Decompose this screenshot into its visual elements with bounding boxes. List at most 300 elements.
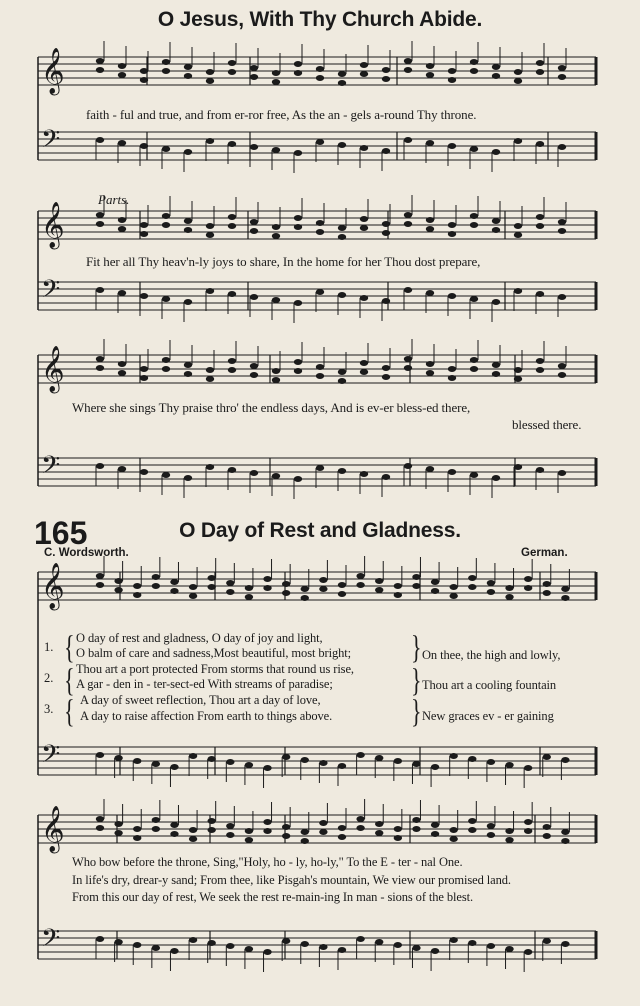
note-head [114,821,122,827]
note-head [245,946,253,952]
treble-clef: 𝄞 [41,563,65,609]
note-head [133,583,141,589]
note-head [338,71,346,77]
verse-brace-right-2: } [411,661,422,699]
note-head [301,586,309,592]
note-head [382,76,390,82]
note-head [140,375,148,381]
note-head [133,835,141,841]
note-head [228,467,236,473]
note-head [360,71,368,77]
note-head [319,944,327,950]
author-credit: C. Wordsworth. [44,547,129,559]
verse-line: A day of sweet reflection, Thou art a day of love, [80,693,321,707]
note-head [543,833,551,839]
note-head [470,472,478,478]
note-head [206,78,214,84]
note-head [170,588,178,594]
note-head [140,231,148,237]
note-head [375,830,383,836]
note-head [561,595,569,601]
note-head [487,823,495,829]
note-head [404,67,412,73]
note-head [316,220,324,226]
note-head [449,836,457,842]
note-head [470,59,478,65]
note-head [294,61,302,67]
note-head [316,364,324,370]
note-head [118,72,126,78]
bass-clef: 𝄢 [41,125,61,160]
note-head [412,574,420,580]
note-head [426,466,434,472]
note-head [316,75,324,81]
bass-clef: 𝄢 [41,275,61,310]
note-head [514,138,522,144]
hymn-number: 165 [34,515,88,551]
note-head [263,585,271,591]
note-head [394,835,402,841]
note-head [487,589,495,595]
note-head [184,475,192,481]
note-head [316,139,324,145]
note-head [294,70,302,76]
verse-brace-right-1: } [411,628,422,666]
note-head [118,217,126,223]
note-head [272,79,280,85]
note-head [404,137,412,143]
note-head [431,948,439,954]
note-head [524,949,532,955]
note-head [140,143,148,149]
note-head [514,223,522,229]
note-head [536,141,544,147]
note-head [118,361,126,367]
note-head [133,942,141,948]
note-head [207,756,215,762]
note-head [412,761,420,767]
note-head [282,581,290,587]
note-head [543,581,551,587]
note-head [404,356,412,362]
note-head [561,829,569,835]
note-head [301,757,309,763]
note-head [524,819,532,825]
note-head [170,764,178,770]
note-head [375,578,383,584]
note-head [162,296,170,302]
note-head [492,362,500,368]
note-head [558,65,566,71]
note-head [448,375,456,381]
note-head [558,228,566,234]
note-head [468,756,476,762]
note-head [170,579,178,585]
note-head [360,145,368,151]
bottom-lyric-line: In life's dry, drear-y sand; From thee, like Pisgah's mountain, We view our promised land. [72,873,511,887]
note-head [426,290,434,296]
verse-line: Thou art a port protected From storms that round us rise, [76,662,354,676]
hymn-title-165: O Day of Rest and Gladness. [179,519,461,542]
note-head [228,214,236,220]
verse-number-3: 3. [44,702,54,716]
note-head [245,594,253,600]
note-head [426,370,434,376]
note-head [360,62,368,68]
note-head [245,828,253,834]
note-head [96,356,104,362]
note-head [426,63,434,69]
note-head [394,758,402,764]
treble-clef: 𝄞 [41,806,65,852]
note-head [282,833,290,839]
note-head [226,580,234,586]
note-head [319,586,327,592]
note-head [228,60,236,66]
note-head [360,295,368,301]
note-head [426,226,434,232]
note-head [272,377,280,383]
note-head [492,299,500,305]
note-head [152,945,160,951]
note-head [448,68,456,74]
note-head [412,826,420,832]
note-head [514,376,522,382]
note-head [505,946,513,952]
note-head [536,358,544,364]
note-head [140,222,148,228]
note-head [514,367,522,373]
note-head [468,584,476,590]
note-head [505,585,513,591]
note-head [426,72,434,78]
note-head [96,365,104,371]
parts-label: Parts. [98,192,130,207]
note-head [319,577,327,583]
note-head [558,74,566,80]
note-head [448,293,456,299]
note-head [189,584,197,590]
note-head [316,229,324,235]
note-head [561,586,569,592]
note-head [184,149,192,155]
note-head [360,225,368,231]
note-head [524,585,532,591]
verse-line: O balm of care and sadness,Most beautiful, most bright; [76,646,351,660]
bass-clef: 𝄢 [41,740,61,775]
note-head [226,759,234,765]
note-head [382,148,390,154]
note-head [294,300,302,306]
note-head [184,64,192,70]
note-head [250,219,258,225]
note-head [272,473,280,479]
note-head [492,149,500,155]
note-head [272,224,280,230]
note-head [536,69,544,75]
note-head [449,753,457,759]
note-head [189,836,197,842]
note-head [470,146,478,152]
note-head [470,366,478,372]
note-head [207,584,215,590]
note-head [543,938,551,944]
verse-line: O day of rest and gladness, O day of joy and light, [76,631,323,645]
note-head [226,589,234,595]
note-head [558,470,566,476]
note-head [382,374,390,380]
note-head [282,824,290,830]
note-head [316,289,324,295]
note-head [301,941,309,947]
note-head [468,827,476,833]
note-head [338,369,346,375]
note-head [294,368,302,374]
note-head [382,67,390,73]
note-head [382,474,390,480]
note-head [356,936,364,942]
note-head [558,219,566,225]
note-head [228,141,236,147]
note-head [514,69,522,75]
note-head [505,837,513,843]
note-head [96,816,104,822]
note-head [140,293,148,299]
note-head [394,592,402,598]
note-head [382,365,390,371]
note-head [152,761,160,767]
note-head [468,818,476,824]
note-head [514,232,522,238]
note-head [404,287,412,293]
note-head [206,138,214,144]
note-head [449,584,457,590]
note-head [162,68,170,74]
note-head [228,69,236,75]
note-head [294,150,302,156]
note-head [133,592,141,598]
note-head [206,223,214,229]
note-head [319,760,327,766]
note-head [338,142,346,148]
note-head [189,753,197,759]
note-head [558,294,566,300]
note-head [558,363,566,369]
note-head [114,939,122,945]
note-head [228,367,236,373]
note-head [492,475,500,481]
note-head [250,65,258,71]
lyric-line-1: faith - ful and true, and from er-ror free, As the an - gels a-round Thy throne. [86,107,477,122]
note-head [356,816,364,822]
note-head [282,590,290,596]
note-head [449,827,457,833]
note-head [170,822,178,828]
note-head [263,576,271,582]
note-head [263,828,271,834]
note-head [207,818,215,824]
note-head [382,221,390,227]
verse-line-right: On thee, the high and lowly, [422,648,561,662]
note-head [448,222,456,228]
note-head [404,365,412,371]
note-head [189,937,197,943]
note-head [118,226,126,232]
note-head [207,575,215,581]
bottom-lyric-line: Who bow before the throne, Sing,"Holy, ho - ly, ho-ly," To the E - ter - nal One. [72,855,463,869]
note-head [263,819,271,825]
note-head [162,222,170,228]
note-head [162,59,170,65]
note-head [543,824,551,830]
note-head [96,936,104,942]
note-head [206,69,214,75]
note-head [524,576,532,582]
note-head [96,463,104,469]
note-head [272,70,280,76]
note-head [114,830,122,836]
note-head [140,366,148,372]
note-head [272,233,280,239]
note-head [140,469,148,475]
note-head [536,291,544,297]
verse-number-2: 2. [44,671,54,685]
note-head [338,468,346,474]
bottom-lyric-line: From this our day of rest, We seek the rest re-main-ing In man - sions of the blest. [72,890,474,904]
note-head [431,764,439,770]
note-head [561,838,569,844]
note-head [263,765,271,771]
treble-clef: 𝄞 [41,202,65,248]
note-head [338,582,346,588]
note-head [514,288,522,294]
note-head [226,832,234,838]
note-head [245,762,253,768]
note-head [536,467,544,473]
note-head [470,222,478,228]
lyric-line-2: Fit her all Thy heav'n-ly joys to share, In the home for her Thou dost prepare, [86,254,481,269]
note-head [114,578,122,584]
note-head [338,80,346,86]
note-head [133,758,141,764]
note-head [360,369,368,375]
verse-brace-left-3: { [64,692,75,730]
note-head [118,370,126,376]
note-head [272,297,280,303]
note-head [133,826,141,832]
note-head [375,587,383,593]
note-head [338,234,346,240]
note-head [412,945,420,951]
note-head [382,298,390,304]
note-head [338,834,346,840]
note-head [245,837,253,843]
note-head [487,759,495,765]
note-head [184,218,192,224]
note-head [338,292,346,298]
note-head [118,140,126,146]
note-head [189,593,197,599]
note-head [118,466,126,472]
note-head [492,73,500,79]
note-head [505,828,513,834]
note-head [250,144,258,150]
note-head [250,372,258,378]
note-head [206,367,214,373]
note-head [412,583,420,589]
note-head [561,941,569,947]
note-head [487,943,495,949]
note-head [263,949,271,955]
bass-clef: 𝄢 [41,451,61,486]
note-head [316,373,324,379]
note-head [360,471,368,477]
note-head [431,831,439,837]
note-head [470,357,478,363]
note-head [338,591,346,597]
note-head [272,147,280,153]
note-head [356,582,364,588]
note-head [431,588,439,594]
note-head [319,820,327,826]
note-head [431,579,439,585]
note-head [170,948,178,954]
note-head [487,580,495,586]
note-head [228,291,236,297]
note-head [152,583,160,589]
note-head [245,585,253,591]
note-head [96,137,104,143]
note-head [375,755,383,761]
note-head [184,227,192,233]
hymn-title-top: O Jesus, With Thy Church Abide. [157,8,483,31]
note-head [375,821,383,827]
note-head [470,68,478,74]
verse-line: A gar - den in - ter-sect-ed With streams of paradise; [76,677,333,691]
note-head [431,822,439,828]
note-head [152,817,160,823]
note-head [338,225,346,231]
note-head [492,227,500,233]
note-head [543,754,551,760]
note-head [426,361,434,367]
note-head [536,367,544,373]
note-head [448,469,456,475]
note-head [282,754,290,760]
note-head [250,470,258,476]
note-head [448,231,456,237]
note-head [492,218,500,224]
note-head [206,232,214,238]
note-head [426,140,434,146]
note-head [250,294,258,300]
note-head [404,58,412,64]
note-head [96,582,104,588]
note-head [96,287,104,293]
note-head [356,573,364,579]
note-head [96,212,104,218]
verse-brace-left-1: { [64,628,75,666]
note-head [184,371,192,377]
note-head [558,144,566,150]
note-head [250,363,258,369]
note-head [536,214,544,220]
verse-line: A day to raise affection From earth to things above. [80,709,333,723]
note-head [375,939,383,945]
note-head [162,366,170,372]
note-head [162,213,170,219]
note-head [140,77,148,83]
